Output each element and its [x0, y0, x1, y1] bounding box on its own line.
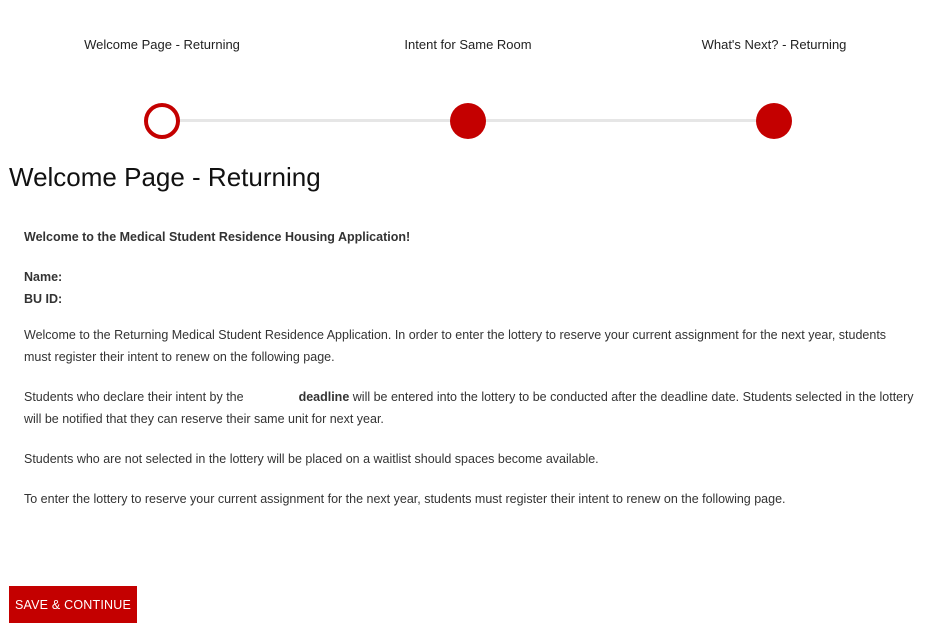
- progress-stepper: [0, 0, 933, 150]
- step-indicator-current: [144, 103, 180, 139]
- page-title: Welcome Page - Returning: [9, 162, 321, 192]
- step-label-intent: Intent for Same Room: [404, 37, 532, 52]
- step-indicator-intent: [450, 103, 486, 139]
- name-label: Name:: [24, 270, 63, 284]
- register-paragraph: To enter the lottery to reserve your current assignment for the next year, students must register their intent to renew on the following page.: [24, 492, 786, 506]
- intro-paragraph: Welcome to the Returning Medical Student Residence Application. In order to enter the lottery to reserve your current assignment for the next year, students must register their intent to renew on the following page.: [24, 328, 887, 364]
- deadline-text-after: will be entered into the lottery to be conducted after the deadline date. Students selected in the lottery will be notified that they can reserve their same unit for next year.: [24, 390, 914, 426]
- deadline-paragraph: [24, 386, 914, 430]
- waitlist-paragraph: Students who are not selected in the lottery will be placed on a waitlist should spaces become available.: [24, 452, 599, 466]
- save-continue-button[interactable]: SAVE & CONTINUE: [9, 586, 137, 623]
- deadline-label: deadline: [298, 390, 350, 404]
- step-label-whats-next: What's Next? - Returning: [701, 37, 847, 52]
- step-label-welcome: Welcome Page - Returning: [84, 37, 240, 52]
- student-info: [24, 266, 914, 306]
- step-indicator-whats-next: [756, 103, 792, 139]
- buid-label: BU ID:: [24, 292, 63, 306]
- welcome-content: [24, 226, 914, 510]
- welcome-greeting: Welcome to the Medical Student Residence Housing Application!: [24, 230, 411, 244]
- deadline-text-before: Students who declare their intent by the: [24, 390, 244, 404]
